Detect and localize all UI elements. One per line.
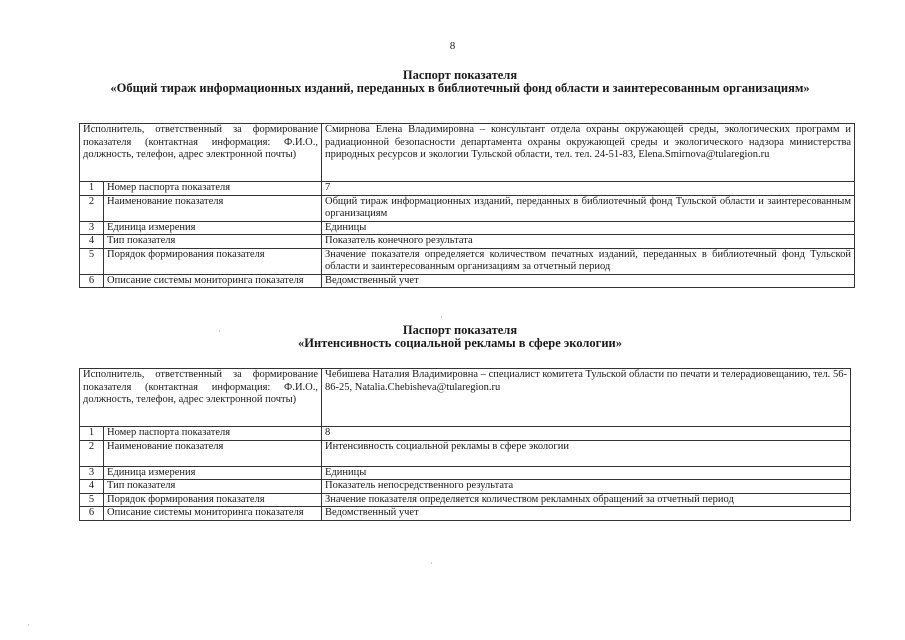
table-row bbox=[80, 369, 851, 427]
executor-value: Смирнова Елена Владимировна – консультант отдела охраны окружающей среды, экологических программ и радиационной безопасности департамента охраны окружающей среды и экологического надзора министерства природных ресурсов и экологии Тульской области, тел. тел. 24-51-83, Elena.Smirnova@tularegion.ru bbox=[322, 124, 855, 182]
executor-label: Исполнитель, ответственный за формирование показателя (контактная информация: Ф.И.О., должность, телефон, адрес электронной почты) bbox=[80, 124, 322, 182]
passport-2-table bbox=[79, 368, 851, 521]
row-number: 2 bbox=[80, 195, 104, 221]
table-row bbox=[80, 124, 855, 182]
row-number: 5 bbox=[80, 493, 104, 507]
executor-value: Чебишева Наталия Владимировна – специалист комитета Тульской области по печати и телерадиовещанию, тел. 56-86-25, Natalia.Chebisheva@tularegion.ru bbox=[322, 369, 851, 427]
row-value: Ведомственный учет bbox=[322, 274, 855, 288]
row-value: Показатель непосредственного результата bbox=[322, 480, 851, 494]
table-row bbox=[80, 440, 851, 466]
row-label: Наименование показателя bbox=[104, 440, 322, 466]
row-number: 4 bbox=[80, 235, 104, 249]
row-value: 7 bbox=[322, 182, 855, 196]
table-row bbox=[80, 274, 855, 288]
row-number: 6 bbox=[80, 274, 104, 288]
row-value: Значение показателя определяется количеством рекламных обращений за отчетный период bbox=[322, 493, 851, 507]
row-value: Показатель конечного результата bbox=[322, 235, 855, 249]
row-number: 3 bbox=[80, 466, 104, 480]
row-label: Тип показателя bbox=[104, 235, 322, 249]
row-value: Ведомственный учет bbox=[322, 507, 851, 521]
table-row bbox=[80, 182, 855, 196]
scan-speck: · bbox=[27, 620, 30, 630]
row-number: 4 bbox=[80, 480, 104, 494]
row-value: Единицы bbox=[322, 221, 855, 235]
row-value: 8 bbox=[322, 427, 851, 441]
passport-2-title bbox=[60, 324, 860, 350]
row-label: Единица измерения bbox=[104, 466, 322, 480]
table-row bbox=[80, 195, 855, 221]
row-label: Описание системы мониторинга показателя bbox=[104, 507, 322, 521]
passport-1-title bbox=[60, 69, 860, 95]
passport-1-title-line2: «Общий тираж информационных изданий, переданных в библиотечный фонд области и заинтересованным организациям» bbox=[110, 81, 810, 95]
row-number: 2 bbox=[80, 440, 104, 466]
row-label: Описание системы мониторинга показателя bbox=[104, 274, 322, 288]
scan-speck: · bbox=[218, 326, 221, 336]
page-number: 8 bbox=[449, 40, 456, 52]
table-row bbox=[80, 235, 855, 249]
table-row bbox=[80, 221, 855, 235]
row-label: Номер паспорта показателя bbox=[104, 427, 322, 441]
row-label: Порядок формирования показателя bbox=[104, 493, 322, 507]
table-row bbox=[80, 493, 851, 507]
row-label: Тип показателя bbox=[104, 480, 322, 494]
row-value: Значение показателя определяется количеством печатных изданий, переданных в библиотечный фонд Тульской области и заинтересованным организациям за отчетный период bbox=[322, 248, 855, 274]
scan-speck: · bbox=[430, 558, 433, 568]
row-number: 3 bbox=[80, 221, 104, 235]
table-row bbox=[80, 507, 851, 521]
table-row bbox=[80, 466, 851, 480]
row-value: Общий тираж информационных изданий, переданных в библиотечный фонд Тульской области и заинтересованным организациям bbox=[322, 195, 855, 221]
executor-label: Исполнитель, ответственный за формирование показателя (контактная информация: Ф.И.О., должность, телефон, адрес электронной почты) bbox=[80, 369, 322, 427]
passport-1-table bbox=[79, 123, 855, 288]
scan-speck: · bbox=[440, 312, 443, 322]
passport-2-title-line1: Паспорт показателя bbox=[402, 323, 518, 337]
row-number: 1 bbox=[80, 427, 104, 441]
row-number: 1 bbox=[80, 182, 104, 196]
row-label: Порядок формирования показателя bbox=[104, 248, 322, 274]
row-label: Единица измерения bbox=[104, 221, 322, 235]
row-value: Единицы bbox=[322, 466, 851, 480]
table-row bbox=[80, 480, 851, 494]
table-row bbox=[80, 427, 851, 441]
passport-2-title-line2: «Интенсивность социальной рекламы в сфере экологии» bbox=[298, 336, 622, 350]
row-number: 5 bbox=[80, 248, 104, 274]
row-number: 6 bbox=[80, 507, 104, 521]
passport-1-title-line1: Паспорт показателя bbox=[402, 68, 518, 82]
row-label: Номер паспорта показателя bbox=[104, 182, 322, 196]
row-value: Интенсивность социальной рекламы в сфере экологии bbox=[322, 440, 851, 466]
table-row bbox=[80, 248, 855, 274]
row-label: Наименование показателя bbox=[104, 195, 322, 221]
